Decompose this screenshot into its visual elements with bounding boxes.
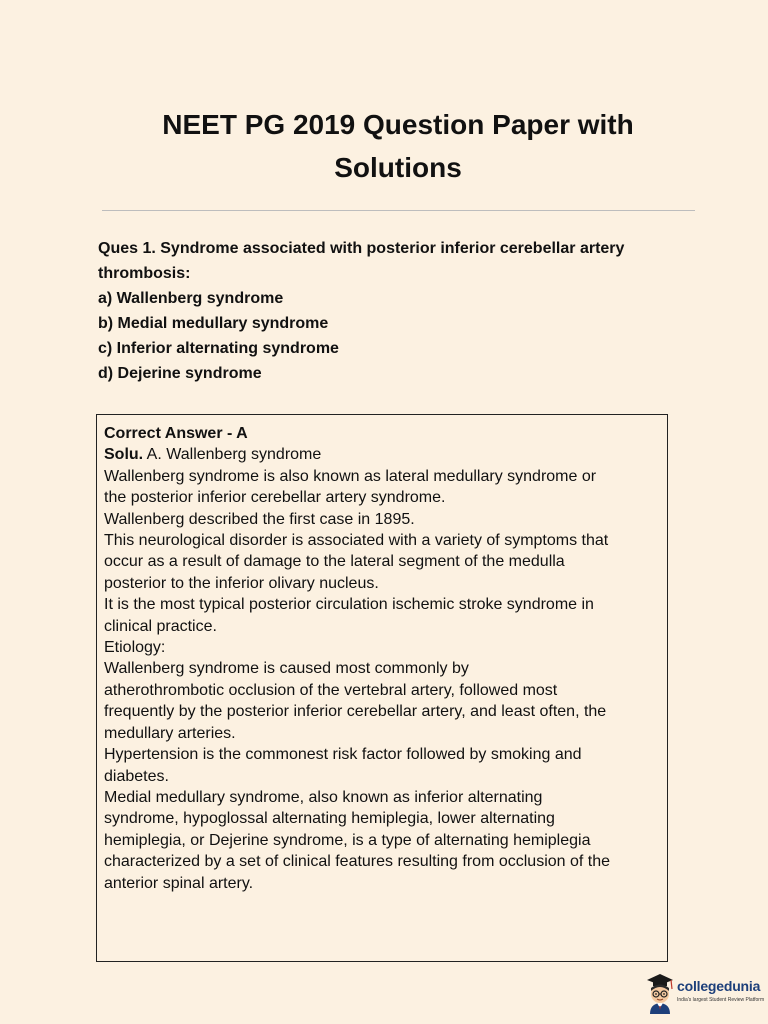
solution-heading xyxy=(104,444,660,465)
solution-label: Solu. xyxy=(104,446,144,464)
logo-wordmark: collegedunia xyxy=(677,978,761,994)
solution-line: posterior to the inferior olivary nucleus. xyxy=(104,574,379,592)
question-stem-line-2: thrombosis: xyxy=(98,265,191,282)
solution-line: anterior spinal artery. xyxy=(104,874,254,892)
solution-line: atherothrombotic occlusion of the vertebral artery, followed most xyxy=(104,681,558,699)
title-divider xyxy=(102,210,695,211)
solution-line: Wallenberg syndrome is also known as lateral medullary syndrome or xyxy=(104,467,597,485)
page-title xyxy=(60,103,736,189)
solution-line: Wallenberg described the first case in 1895. xyxy=(104,510,415,528)
solution-line: It is the most typical posterior circulation ischemic stroke syndrome in xyxy=(104,596,594,614)
solution-line: hemiplegia, or Dejerine syndrome, is a type of alternating hemiplegia xyxy=(104,831,591,849)
solution-line: This neurological disorder is associated with a variety of symptoms that xyxy=(104,532,609,550)
solution-line: clinical practice. xyxy=(104,617,217,635)
solution-line: frequently by the posterior inferior cerebellar artery, and least often, the xyxy=(104,703,607,721)
solution-line: occur as a result of damage to the lateral segment of the medulla xyxy=(104,553,565,571)
option-a: a) Wallenberg syndrome xyxy=(98,290,284,307)
solution-line: Etiology: xyxy=(104,639,166,657)
option-d: d) Dejerine syndrome xyxy=(98,365,262,382)
option-c: c) Inferior alternating syndrome xyxy=(98,340,339,357)
solution-line: the posterior inferior cerebellar artery syndrome. xyxy=(104,489,446,507)
solution-line: medullary arteries. xyxy=(104,724,236,742)
solution-line: characterized by a set of clinical features resulting from occlusion of the xyxy=(104,853,611,871)
solution-line: diabetes. xyxy=(104,767,169,785)
logo-tagline: India's largest Student Review Platform xyxy=(677,997,765,1003)
page-title-line-1: NEET PG 2019 Question Paper with xyxy=(162,109,634,140)
page-title-line-2: Solutions xyxy=(334,152,462,183)
solution-line: syndrome, hypoglossal alternating hemiplegia, lower alternating xyxy=(104,810,555,828)
question-block xyxy=(98,236,698,386)
option-b: b) Medial medullary syndrome xyxy=(98,315,329,332)
graduate-mascot-icon xyxy=(644,970,676,1014)
collegedunia-logo[interactable] xyxy=(644,970,768,1014)
solution-line: Hypertension is the commonest risk factor followed by smoking and xyxy=(104,746,582,764)
solution-line: Medial medullary syndrome, also known as inferior alternating xyxy=(104,788,543,806)
solution-title: A. Wallenberg syndrome xyxy=(143,446,322,464)
answer-box xyxy=(96,414,668,962)
solution-line: Wallenberg syndrome is caused most commonly by xyxy=(104,660,469,678)
question-stem-line-1: Ques 1. Syndrome associated with posterior inferior cerebellar artery xyxy=(98,240,625,257)
correct-answer-label: Correct Answer - A xyxy=(104,425,248,442)
